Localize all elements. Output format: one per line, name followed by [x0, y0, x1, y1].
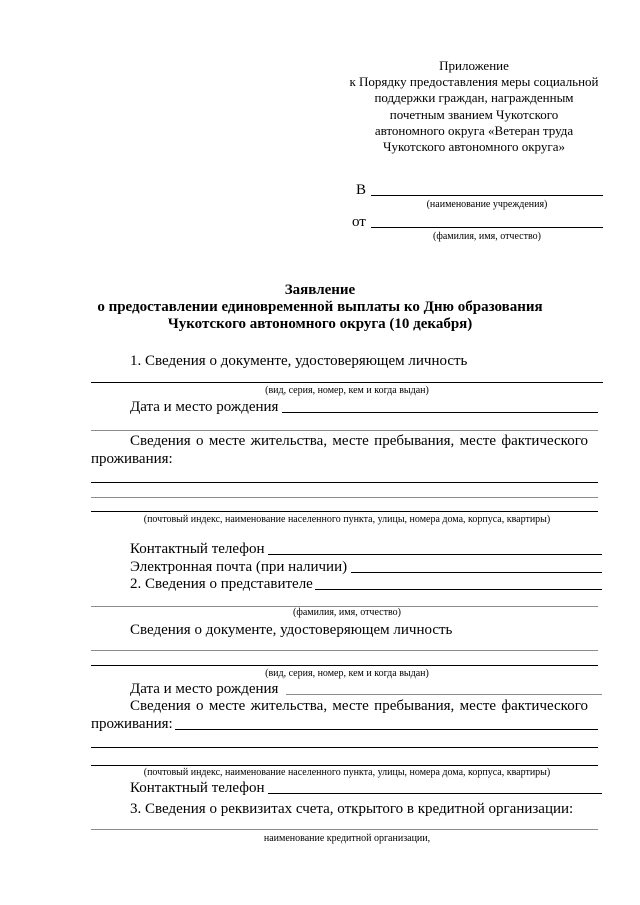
- applicant-name-caption: (фамилия, имя, отчество): [433, 231, 541, 242]
- title-line: Заявление: [284, 282, 356, 298]
- appendix-line: Приложение: [439, 58, 509, 73]
- appendix-line: автономного округа «Ветеран труда: [374, 122, 574, 138]
- appendix-line: поддержки граждан, награжденным: [374, 90, 574, 106]
- representative-name-caption: (фамилия, имя, отчество): [293, 607, 401, 618]
- appendix-note: [340, 58, 608, 155]
- rep-doc-caption: (вид, серия, номер, кем и когда выдан): [265, 668, 429, 679]
- to-label: В: [356, 182, 367, 198]
- residence-text-cont: проживания:: [91, 451, 173, 467]
- residence-text: Сведения о месте жительства, месте пребывания, месте фактического: [130, 433, 588, 449]
- applicant-name-field[interactable]: [371, 227, 603, 228]
- institution-caption: (наименование учреждения): [426, 199, 548, 210]
- appendix-line: почетным званием Чукотского: [389, 106, 559, 122]
- from-label: от: [352, 214, 366, 230]
- representative-field[interactable]: [315, 589, 602, 590]
- email-label: Электронная почта (при наличии): [130, 559, 348, 575]
- id-document-field[interactable]: [91, 382, 603, 383]
- rep-doc-label: Сведения о документе, удостоверяющем личность: [130, 622, 453, 638]
- section3-heading: 3. Сведения о реквизитах счета, открытого в кредитной организации:: [130, 801, 574, 817]
- birth-label: Дата и место рождения: [130, 399, 279, 415]
- phone-field[interactable]: [268, 554, 602, 555]
- bank-name-caption: наименование кредитной организации,: [263, 833, 431, 844]
- appendix-line: к Порядку предоставления меры социальной: [349, 74, 599, 90]
- email-field[interactable]: [351, 572, 602, 573]
- address-caption: (почтовый индекс, наименование населенного пункта, улицы, номера дома, корпуса, квартиры): [143, 514, 551, 525]
- title-line: о предоставлении единовременной выплаты ко Дню образования: [97, 299, 543, 315]
- rep-address-caption: (почтовый индекс, наименование населенного пункта, улицы, номера дома, корпуса, квартиры): [143, 767, 551, 778]
- rep-residence-text: Сведения о месте жительства, месте пребывания, месте фактического: [130, 698, 588, 714]
- rep-phone-field[interactable]: [268, 793, 602, 794]
- rep-address-field-1[interactable]: [175, 729, 598, 730]
- rep-phone-label: Контактный телефон: [130, 780, 265, 796]
- address-field-1[interactable]: [91, 482, 598, 483]
- title-line: Чукотского автономного округа (10 декабря): [167, 316, 473, 332]
- section1-heading: 1. Сведения о документе, удостоверяющем личность: [130, 353, 468, 369]
- birth-field[interactable]: [282, 412, 598, 413]
- rep-address-field-2[interactable]: [91, 747, 598, 748]
- document-title: [60, 282, 580, 333]
- rep-doc-field-2[interactable]: [91, 665, 598, 666]
- rep-residence-text-cont: проживания:: [91, 716, 173, 732]
- address-field-3[interactable]: [91, 511, 598, 512]
- address-field-2[interactable]: [91, 497, 598, 498]
- phone-label: Контактный телефон: [130, 541, 265, 557]
- appendix-line: Чукотского автономного округа»: [383, 139, 565, 155]
- institution-field[interactable]: [371, 195, 603, 196]
- section2-heading: 2. Сведения о представителе: [130, 576, 313, 592]
- bank-name-field[interactable]: [91, 829, 598, 830]
- birth-field-continuation[interactable]: [91, 430, 598, 431]
- id-document-caption: (вид, серия, номер, кем и когда выдан): [265, 385, 429, 396]
- rep-doc-field-1[interactable]: [91, 650, 598, 651]
- rep-birth-field[interactable]: [286, 694, 602, 695]
- rep-birth-label: Дата и место рождения: [130, 681, 279, 697]
- rep-address-field-3[interactable]: [91, 765, 598, 766]
